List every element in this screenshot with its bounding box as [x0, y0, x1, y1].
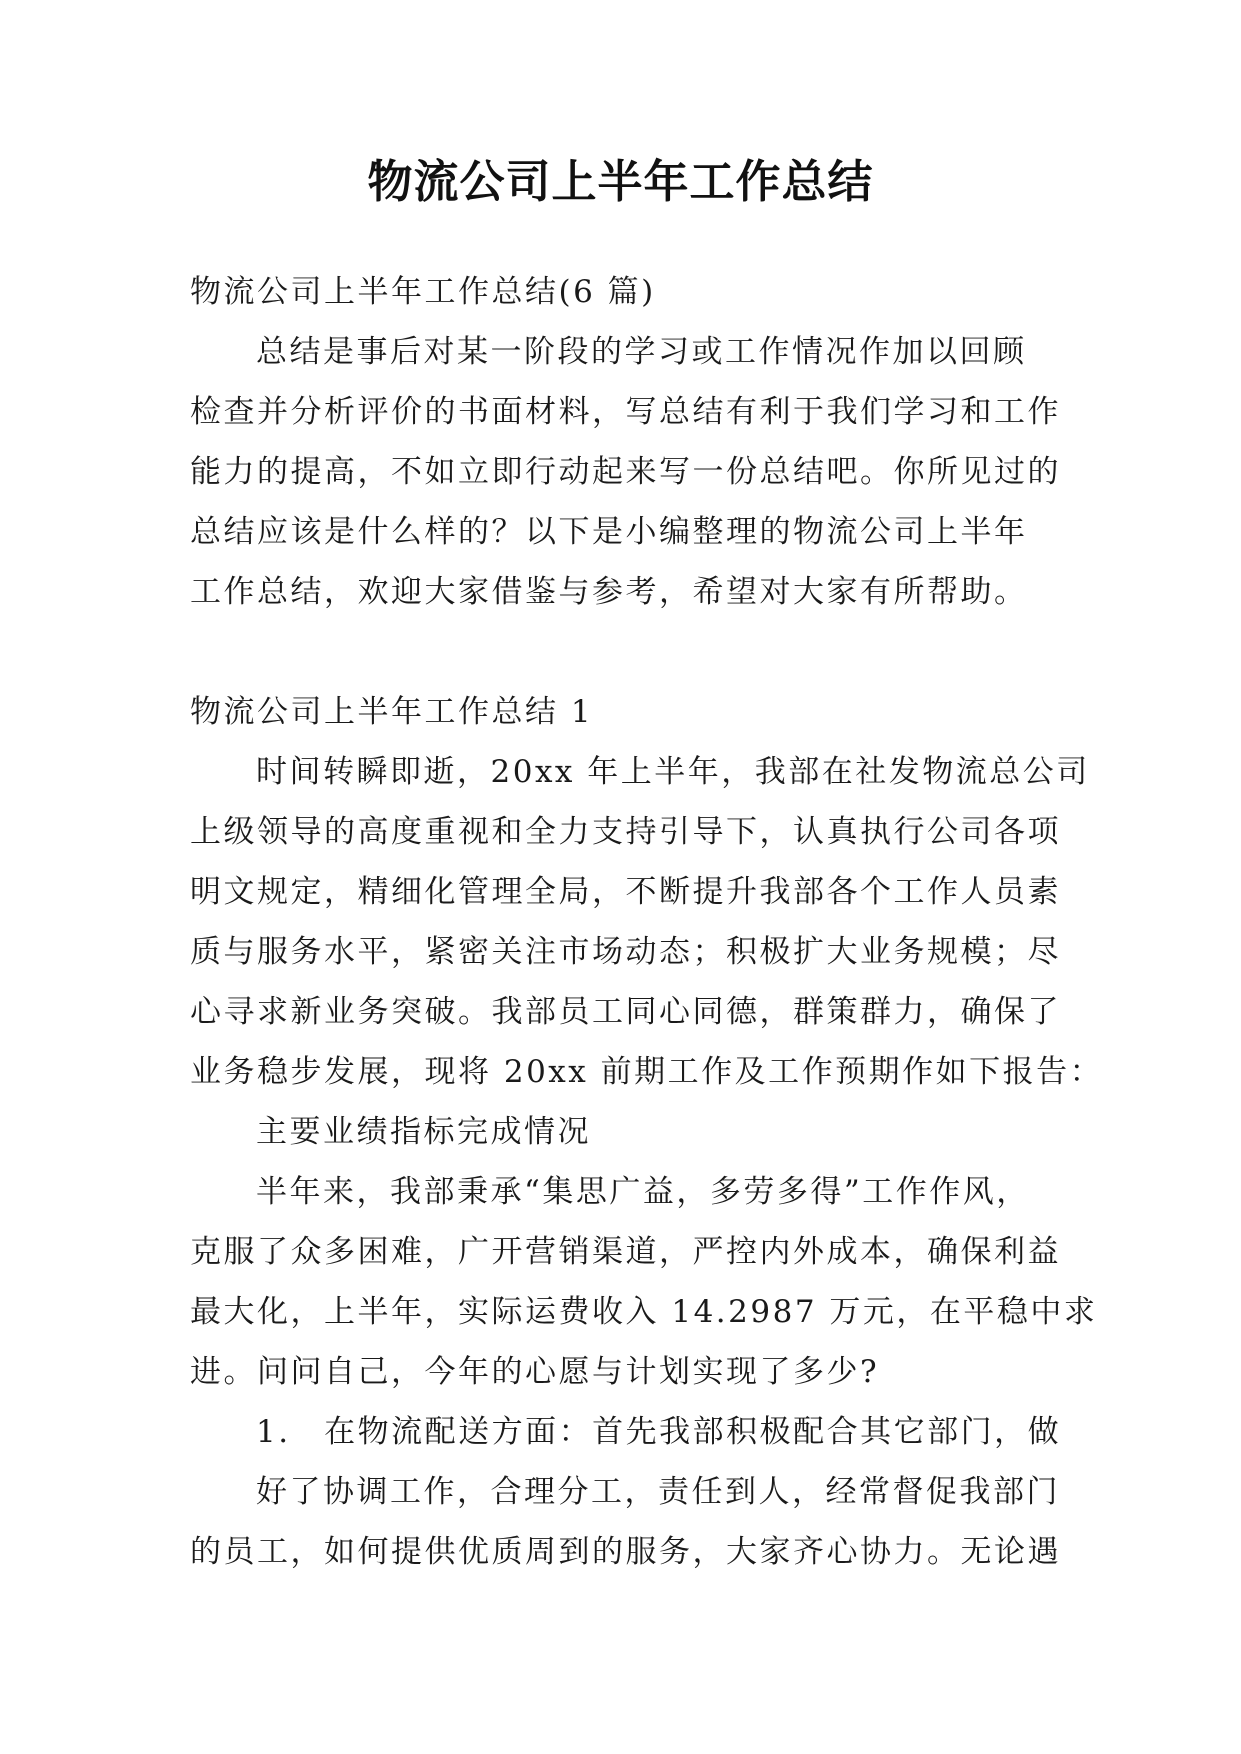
paragraph-line: 工作总结，欢迎大家借鉴与参考，希望对大家有所帮助。: [190, 574, 1028, 610]
paragraph-line: 业务稳步发展，现将 20xx 前期工作及工作预期作如下报告：: [190, 1054, 1104, 1090]
numbered-item-line: 1. 在物流配送方面：首先我部积极配合其它部门，做: [256, 1414, 1062, 1450]
subtitle-line: 物流公司上半年工作总结(6 篇): [190, 274, 656, 310]
paragraph-line: 能力的提高，不如立即行动起来写一份总结吧。你所见过的: [190, 454, 1061, 490]
paragraph-line: 好了协调工作，合理分工，责任到人，经常督促我部门: [256, 1474, 1060, 1510]
section-heading: 物流公司上半年工作总结 1: [190, 694, 594, 730]
paragraph-line: 总结应该是什么样的？以下是小编整理的物流公司上半年: [190, 514, 1028, 550]
paragraph-line: 心寻求新业务突破。我部员工同心同德，群策群力，确保了: [190, 994, 1061, 1030]
paragraph-line: 明文规定，精细化管理全局，不断提升我部各个工作人员素: [190, 874, 1061, 910]
subheading-line: 主要业绩指标完成情况: [256, 1114, 591, 1150]
paragraph-line: 上级领导的高度重视和全力支持引导下，认真执行公司各项: [190, 814, 1061, 850]
paragraph-line: 时间转瞬即逝，20xx 年上半年，我部在社发物流总公司: [256, 754, 1090, 790]
paragraph-line: 克服了众多困难，广开营销渠道，严控内外成本，确保利益: [190, 1234, 1061, 1270]
paragraph-line: 检查并分析评价的书面材料，写总结有利于我们学习和工作: [190, 394, 1061, 430]
paragraph-line: 最大化，上半年，实际运费收入 14.2987 万元，在平稳中求: [190, 1294, 1098, 1330]
paragraph-line: 质与服务水平，紧密关注市场动态；积极扩大业务规模；尽: [190, 934, 1061, 970]
document-title: 物流公司上半年工作总结: [367, 155, 874, 208]
blank-line: [190, 622, 1060, 682]
paragraph-line: 进。问问自己，今年的心愿与计划实现了多少?: [190, 1354, 880, 1390]
document-body: [190, 262, 1104, 1582]
paragraph-line: 半年来，我部秉承“集思广益，多劳多得”工作作风，: [256, 1174, 1030, 1210]
paragraph-line: 的员工，如何提供优质周到的服务，大家齐心协力。无论遇: [190, 1534, 1061, 1570]
paragraph-line: 总结是事后对某一阶段的学习或工作情况作加以回顾: [256, 334, 1027, 370]
